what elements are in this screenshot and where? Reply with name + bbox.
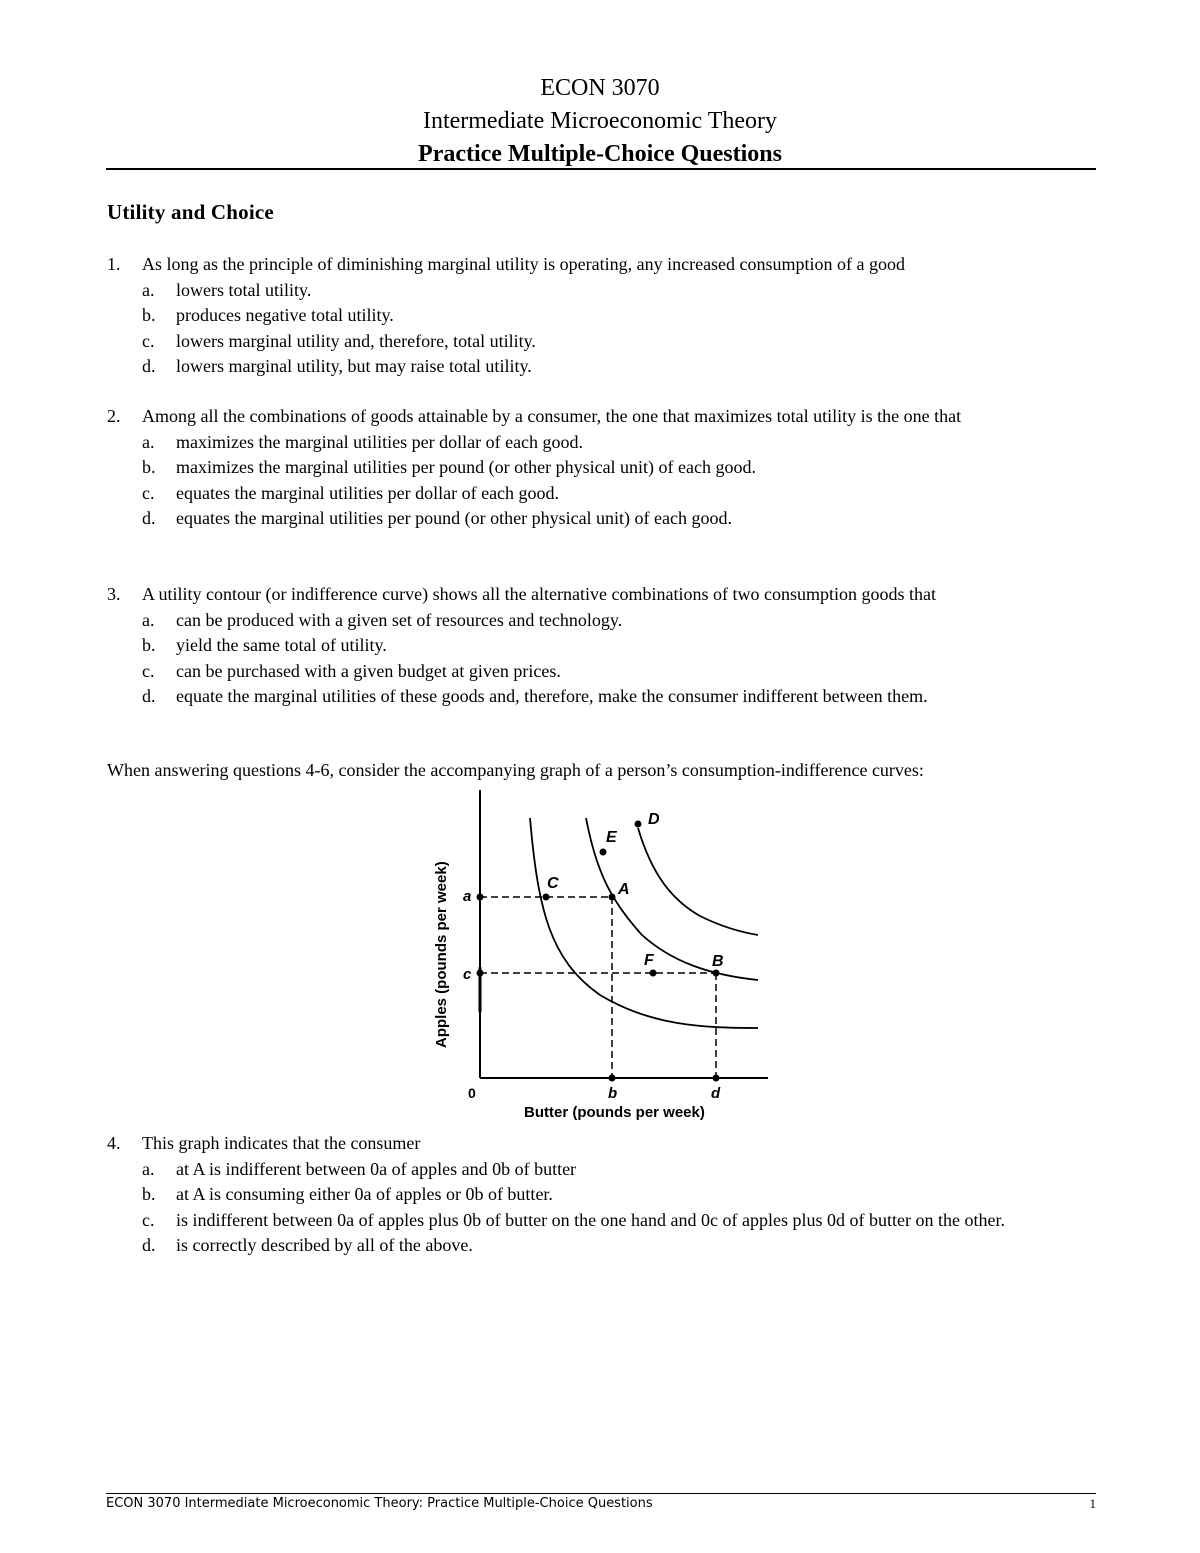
question-number: 1. — [107, 254, 121, 274]
option-text: at A is indifferent between 0a of apples and 0b of butter — [176, 1158, 577, 1179]
option-letter: a. — [142, 279, 155, 300]
tick-dot-b — [609, 1075, 616, 1082]
question-stem: A utility contour (or indifference curve) shows all the alternative combinations of two consumption goods that — [142, 584, 936, 604]
option-letter: b. — [142, 1184, 156, 1204]
question-4 — [107, 1131, 1097, 1259]
option-letter: d. — [142, 356, 156, 376]
point-D-dot — [635, 821, 642, 828]
page-number: 1 — [1089, 1496, 1096, 1511]
question-stem: This graph indicates that the consumer — [142, 1133, 421, 1153]
option-letter: d. — [142, 1235, 156, 1255]
option-letter: c. — [142, 330, 155, 351]
option-letter: b. — [142, 457, 156, 477]
option-c — [142, 481, 1097, 507]
option-b — [142, 1182, 1097, 1208]
option-text: maximizes the marginal utilities per pound (or other physical unit) of each good. — [176, 457, 757, 477]
header-rule — [106, 168, 1096, 170]
page-footer — [106, 1496, 1096, 1511]
point-label-E: E — [606, 829, 617, 846]
y-tick-a: a — [463, 888, 472, 905]
section-title: Utility and Choice — [107, 200, 274, 224]
question-stem: Among all the combinations of goods attainable by a consumer, the one that maximizes total utility is the one that — [142, 406, 962, 426]
option-d — [142, 506, 1097, 532]
option-c — [142, 1208, 1097, 1234]
option-c — [142, 329, 1097, 355]
option-letter: a. — [142, 1158, 155, 1179]
x-tick-d: d — [711, 1085, 721, 1102]
option-d — [142, 1233, 1097, 1259]
point-C-dot — [543, 894, 550, 901]
option-d — [142, 684, 1097, 710]
question-2 — [107, 404, 1097, 532]
course-title: Intermediate Microeconomic Theory — [422, 108, 778, 134]
option-text: maximizes the marginal utilities per dollar of each good. — [176, 431, 584, 452]
graph-note: When answering questions 4-6, consider the accompanying graph of a person’s consumption-indifference curves: — [107, 760, 924, 780]
question-1 — [107, 252, 1097, 380]
question-number: 2. — [107, 406, 121, 426]
option-b — [142, 633, 1097, 659]
option-text: at A is consuming either 0a of apples or 0b of butter. — [176, 1184, 553, 1204]
option-text: is correctly described by all of the above. — [176, 1235, 473, 1255]
x-tick-b: b — [608, 1085, 618, 1102]
option-d — [142, 354, 1097, 380]
footer-rule — [106, 1493, 1096, 1494]
point-label-B: B — [712, 953, 724, 970]
option-text: equate the marginal utilities of these goods and, therefore, make the consumer indifferent between them. — [176, 686, 928, 706]
y-axis-label: Apples (pounds per week) — [433, 861, 450, 1048]
question-3 — [107, 582, 1097, 710]
option-letter: b. — [142, 635, 156, 655]
point-E-dot — [600, 849, 607, 856]
question-number: 4. — [107, 1133, 121, 1153]
document-header — [0, 72, 1200, 171]
option-text: lowers marginal utility and, therefore, total utility. — [176, 330, 536, 351]
option-text: yield the same total of utility. — [176, 635, 387, 655]
option-text: equates the marginal utilities per dollar of each good. — [176, 482, 560, 503]
option-a — [142, 430, 1097, 456]
option-text: lowers total utility. — [176, 279, 312, 300]
y-tick-c: c — [463, 966, 472, 983]
option-text: produces negative total utility. — [176, 305, 394, 325]
point-label-D: D — [648, 811, 660, 828]
tick-dot-d — [713, 1075, 720, 1082]
option-text: can be purchased with a given budget at given prices. — [176, 660, 561, 681]
tick-dot-c — [477, 970, 484, 977]
tick-dot-a — [477, 894, 484, 901]
question-number: 3. — [107, 584, 121, 604]
option-letter: c. — [142, 482, 155, 503]
option-text: lowers marginal utility, but may raise total utility. — [176, 356, 532, 376]
option-text: is indifferent between 0a of apples plus 0b of butter on the one hand and 0c of apples plus 0d of butter on the other. — [176, 1209, 1005, 1230]
option-b — [142, 303, 1097, 329]
indifference-curve-1 — [530, 818, 758, 1028]
point-label-A: A — [618, 881, 630, 898]
option-a — [142, 608, 1097, 634]
option-c — [142, 659, 1097, 685]
document-subtitle: Practice Multiple-Choice Questions — [418, 141, 782, 167]
origin-label: 0 — [468, 1085, 476, 1101]
point-B-dot — [713, 970, 720, 977]
option-a — [142, 278, 1097, 304]
point-label-F: F — [644, 952, 654, 969]
option-letter: a. — [142, 609, 155, 630]
option-letter: b. — [142, 305, 156, 325]
option-letter: c. — [142, 1209, 155, 1230]
x-axis-label: Butter (pounds per week) — [524, 1104, 705, 1121]
point-A-dot — [609, 894, 616, 901]
indifference-curve-3 — [638, 828, 758, 935]
option-text: can be produced with a given set of resources and technology. — [176, 609, 623, 630]
option-letter: a. — [142, 431, 155, 452]
point-label-C: C — [547, 875, 559, 892]
question-stem: As long as the principle of diminishing marginal utility is operating, any increased consumption of a good — [142, 254, 906, 274]
option-letter: d. — [142, 508, 156, 528]
course-code: ECON 3070 — [540, 75, 660, 101]
option-b — [142, 455, 1097, 481]
point-F-dot — [650, 970, 657, 977]
option-letter: c. — [142, 660, 155, 681]
indifference-curve-figure — [410, 790, 790, 1130]
option-text: equates the marginal utilities per pound (or other physical unit) of each good. — [176, 508, 733, 528]
option-letter: d. — [142, 686, 156, 706]
option-a — [142, 1157, 1097, 1183]
footer-text: ECON 3070 Intermediate Microeconomic Theory: Practice Multiple-Choice Questions — [106, 1496, 653, 1511]
